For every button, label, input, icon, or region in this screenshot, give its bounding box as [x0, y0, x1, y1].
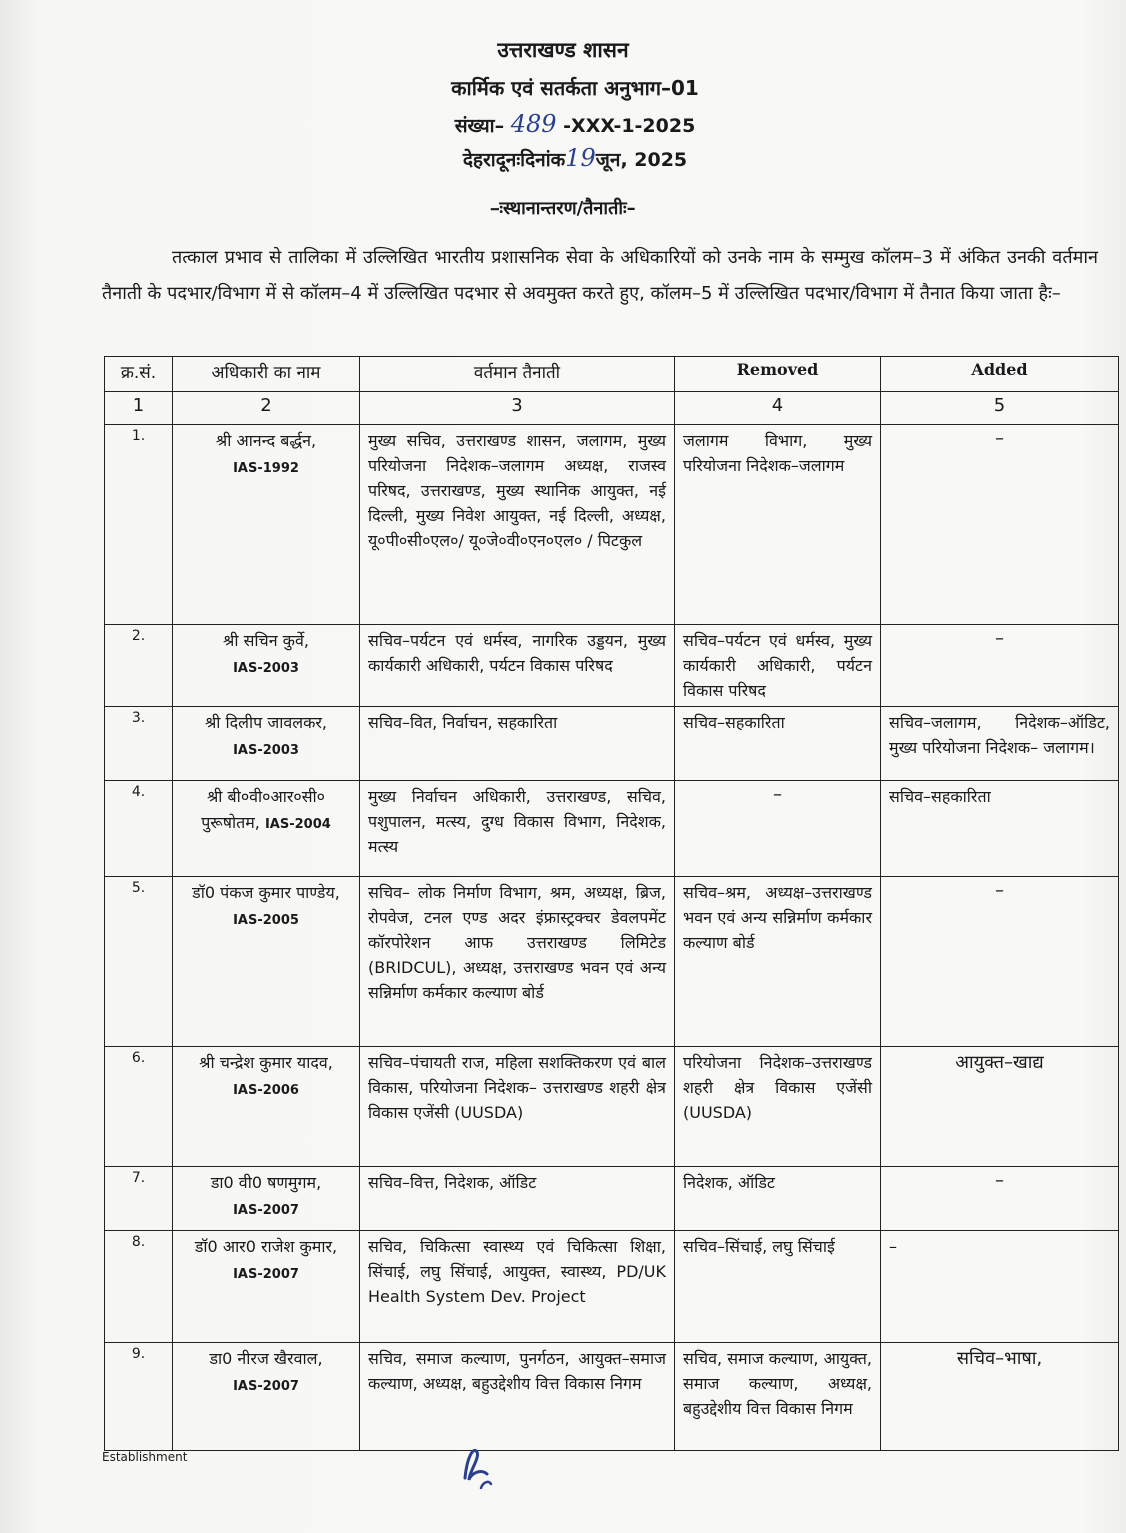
current-posting: मुख्य सचिव, उत्तराखण्ड शासन, जलागम, मुख्य परियोजना निदेशक–जलागम अध्यक्ष, राजस्व परिषद, उत्तराखण्ड, मुख्य स्थानिक आयुक्त, नई दिल्ली, मुख्य निवेश आयुक्त, नई दिल्ली, अध्यक्ष, यू०पी०सी०एल०/ यू०जे०वी०एन०एल० / पिटकुल [360, 425, 675, 625]
date-handwritten: 19 [565, 144, 596, 172]
header-officer-name: अधिकारी का नाम [173, 357, 360, 392]
removed-posting: परियोजना निदेशक–उत्तराखण्ड शहरी क्षेत्र विकास एजेंसी (UUSDA) [675, 1047, 881, 1167]
officer-batch: IAS-1992 [233, 461, 299, 476]
officer-name [173, 425, 360, 625]
current-posting: सचिव–वित्त, निदेशक, ऑडिट [360, 1167, 675, 1231]
signature-mark [455, 1438, 515, 1498]
col-number: 1 [105, 392, 173, 425]
officer-name [173, 707, 360, 781]
added-posting: आयुक्त–खाद्य [881, 1047, 1119, 1167]
added-posting: – [881, 1231, 1119, 1343]
date-label: देहरादूनःदिनांक [462, 149, 566, 171]
transfer-table [104, 356, 1119, 1451]
reference-suffix: -XXX-1-2025 [563, 115, 696, 137]
officer-name-text: श्री चन्द्रेश कुमार यादव, [199, 1053, 333, 1072]
serial-number: 2. [105, 625, 173, 707]
table-row [105, 781, 1119, 877]
table-header-row [105, 357, 1119, 392]
intro-paragraph: तत्काल प्रभाव से तालिका में उल्लिखित भारतीय प्रशासनिक सेवा के अधिकारियों को उनके नाम के सम्मुख कॉलम–3 में अंकित उनकी वर्तमान तैनाती के पदभार/विभाग में से कॉलम–4 में उल्लिखित पदभार से अवमुक्त करते हुए, कॉलम–5 में उल्लिखित पदभार/विभाग में तैनात किया जाता हैः– [102, 247, 1098, 304]
table-row [105, 1047, 1119, 1167]
subject-line: –ःस्थानान्तरण/तैनातीः– [490, 198, 636, 219]
removed-posting: सचिव–सहकारिता [675, 707, 881, 781]
officer-name-text: श्री दिलीप जावलकर, [204, 713, 328, 732]
added-posting: – [881, 877, 1119, 1047]
removed-posting: सचिव–श्रम, अध्यक्ष–उत्तराखण्ड भवन एवं अन्य सन्निर्माण कर्मकार कल्याण बोर्ड [675, 877, 881, 1047]
officer-name-text: श्री बी०वी०आर०सी० पुरूषोतम, [201, 787, 325, 832]
officer-name-text: डा0 वी0 षणमुगम, [210, 1173, 322, 1192]
officer-name [173, 625, 360, 707]
officer-name [173, 1343, 360, 1451]
column-number-row [105, 392, 1119, 425]
serial-number: 9. [105, 1343, 173, 1451]
header-removed: Removed [675, 357, 881, 392]
serial-number: 7. [105, 1167, 173, 1231]
col-number: 4 [675, 392, 881, 425]
establishment-label: Establishment [102, 1450, 188, 1464]
added-posting: – [881, 425, 1119, 625]
officer-batch: IAS-2007 [233, 1203, 299, 1218]
added-posting: – [881, 1167, 1119, 1231]
serial-number: 5. [105, 877, 173, 1047]
col-number: 3 [360, 392, 675, 425]
officer-name [173, 1047, 360, 1167]
officer-name [173, 781, 360, 877]
officer-batch: IAS-2007 [233, 1267, 299, 1282]
reference-label: संख्या– [454, 115, 505, 137]
added-posting: सचिव–सहकारिता [881, 781, 1119, 877]
serial-number: 8. [105, 1231, 173, 1343]
current-posting: सचिव, चिकित्सा स्वास्थ्य एवं चिकित्सा शिक्षा, सिंचाई, लघु सिंचाई, आयुक्त, स्वास्थ्य, PD/UK Health System Dev. Project [360, 1231, 675, 1343]
govt-title: उत्तराखण्ड शासन [497, 38, 629, 62]
date-suffix: जून, 2025 [595, 149, 688, 171]
removed-posting: सचिव–पर्यटन एवं धर्मस्व, मुख्य कार्यकारी अधिकारी, पर्यटन विकास परिषद [675, 625, 881, 707]
officer-name-text: डॉ0 आर0 राजेश कुमार, [194, 1237, 338, 1256]
officer-batch: IAS-2005 [233, 913, 299, 928]
removed-posting: सचिव, समाज कल्याण, आयुक्त, समाज कल्याण, अध्यक्ष, बहुउद्देशीय वित्त विकास निगम [675, 1343, 881, 1451]
reference-handwritten: 489 [510, 110, 557, 138]
officer-name [173, 1167, 360, 1231]
header-current-posting: वर्तमान तैनाती [360, 357, 675, 392]
officer-batch: IAS-2003 [233, 661, 299, 676]
removed-posting: – [675, 781, 881, 877]
officer-batch: IAS-2004 [264, 817, 331, 832]
table-row [105, 877, 1119, 1047]
officer-name-text: श्री आनन्द बर्द्धन, [215, 431, 317, 450]
removed-posting: निदेशक, ऑडिट [675, 1167, 881, 1231]
reference-number [12, 110, 1126, 138]
current-posting: सचिव, समाज कल्याण, पुनर्गठन, आयुक्त–समाज कल्याण, अध्यक्ष, बहुउद्देशीय वित्त विकास निगम [360, 1343, 675, 1451]
current-posting: सचिव–पर्यटन एवं धर्मस्व, नागरिक उड्डयन, मुख्य कार्यकारी अधिकारी, पर्यटन विकास परिषद [360, 625, 675, 707]
officer-name-text: श्री सचिन कुर्वे, [223, 631, 309, 650]
officer-name [173, 877, 360, 1047]
officer-name-text: डा0 नीरज खैरवाल, [209, 1349, 323, 1368]
current-posting: सचिव–वित, निर्वाचन, सहकारिता [360, 707, 675, 781]
table-row [105, 1343, 1119, 1451]
header-added: Added [881, 357, 1119, 392]
table-row [105, 1167, 1119, 1231]
col-number: 2 [173, 392, 360, 425]
officer-batch: IAS-2007 [233, 1379, 299, 1394]
date-line [12, 144, 1126, 172]
header-serial: क्र.सं. [105, 357, 173, 392]
removed-posting: जलागम विभाग, मुख्य परियोजना निदेशक–जलागम [675, 425, 881, 625]
table-row [105, 1231, 1119, 1343]
serial-number: 1. [105, 425, 173, 625]
current-posting: सचिव–पंचायती राज, महिला सशक्तिकरण एवं बाल विकास, परियोजना निदेशक– उत्तराखण्ड शहरी क्षेत्र विकास एजेंसी (UUSDA) [360, 1047, 675, 1167]
col-number: 5 [881, 392, 1119, 425]
officer-name-text: डॉ0 पंकज कुमार पाण्डेय, [192, 883, 340, 902]
officer-name [173, 1231, 360, 1343]
added-posting: – [881, 625, 1119, 707]
serial-number: 6. [105, 1047, 173, 1167]
removed-posting: सचिव–सिंचाई, लघु सिंचाई [675, 1231, 881, 1343]
officer-batch: IAS-2006 [233, 1083, 299, 1098]
table-row [105, 625, 1119, 707]
serial-number: 4. [105, 781, 173, 877]
added-posting: सचिव–जलागम, निदेशक–ऑडिट, मुख्य परियोजना निदेशक– जलागम। [881, 707, 1119, 781]
officer-batch: IAS-2003 [233, 743, 299, 758]
table-row [105, 707, 1119, 781]
serial-number: 3. [105, 707, 173, 781]
table-row [105, 425, 1119, 625]
current-posting: मुख्य निर्वाचन अधिकारी, उत्तराखण्ड, सचिव, पशुपालन, मत्स्य, दुग्ध विकास विभाग, निदेशक, मत्स्य [360, 781, 675, 877]
department-title: कार्मिक एवं सतर्कता अनुभाग–01 [451, 76, 699, 100]
added-posting: सचिव–भाषा, [881, 1343, 1119, 1451]
current-posting: सचिव– लोक निर्माण विभाग, श्रम, अध्यक्ष, ब्रिज, रोपवेज, टनल एण्ड अदर इंफ्रास्ट्रक्चर डेवलपमेंट कॉरपोरेशन आफ उत्तराखण्ड लिमिटेड (BRIDCUL), अध्यक्ष, उत्तराखण्ड भवन एवं अन्य सन्निर्माण कर्मकार कल्याण बोर्ड [360, 877, 675, 1047]
